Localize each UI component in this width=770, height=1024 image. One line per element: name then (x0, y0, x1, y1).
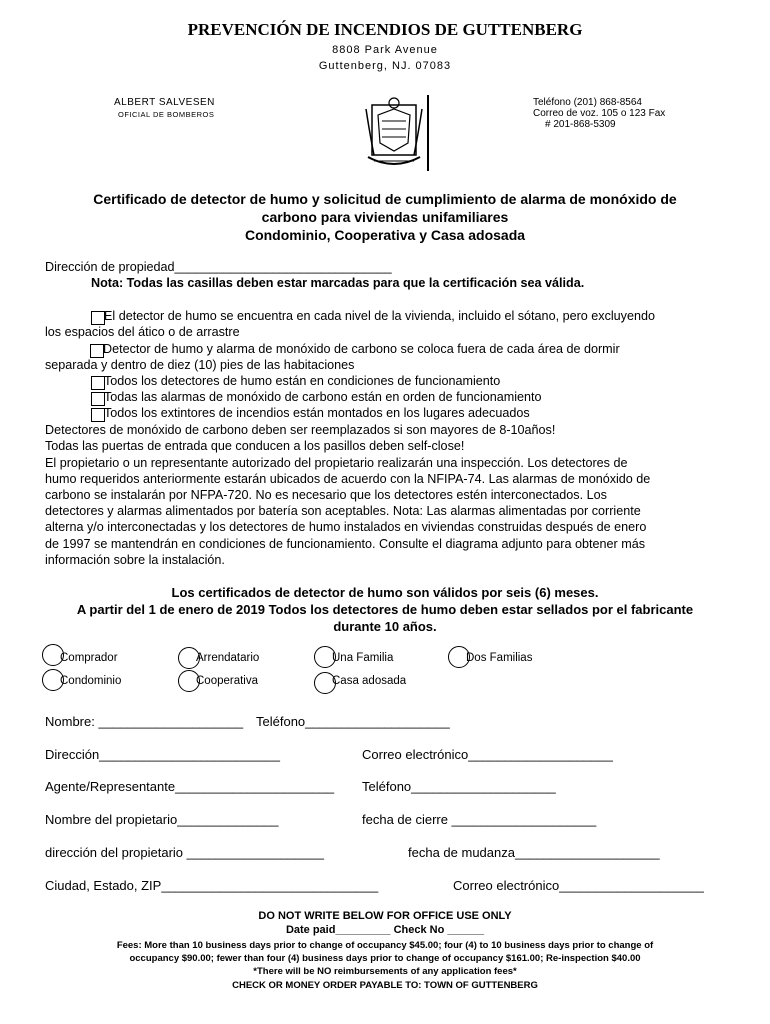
fecha-cierre-field[interactable]: fecha de cierre ____________________ (362, 812, 597, 827)
date-check-line[interactable]: Date paid_________ Check No ______ (285, 924, 485, 936)
paragraph-line-7: alterna y/o interconectadas y los detectores de humo instalados en viviendas construidas después de enero (45, 520, 647, 534)
option-casa-adosada: Casa adosada (332, 675, 407, 687)
checklist-item-4: Todas las alarmas de monóxido de carbono están en orden de funcionamiento (104, 390, 542, 404)
address-street: 8808 Park Avenue (332, 44, 438, 56)
agente-field[interactable]: Agente/Representante______________________ (45, 779, 335, 794)
correo-field[interactable]: Correo electrónico____________________ (362, 747, 613, 762)
direccion-propietario-field[interactable]: dirección del propietario ___________________ (45, 845, 325, 860)
correo-propietario-field[interactable]: Correo electrónico____________________ (453, 878, 704, 893)
fees-line-2: occupancy $90.00; fewer than four (4) business days prior to change of occupancy $161.00; Re-inspection $40.00 (129, 953, 641, 964)
payable-line: CHECK OR MONEY ORDER PAYABLE TO: TOWN OF GUTTENBERG (232, 980, 538, 991)
checkbox-smoke-working[interactable] (91, 376, 105, 390)
validity-line-3: durante 10 años. (333, 619, 437, 634)
direccion-field[interactable]: Dirección_________________________ (45, 747, 280, 762)
fees-line-1: Fees: More than 10 business days prior to change of occupancy $45.00; four (4) to 10 business days prior to change of (116, 940, 654, 951)
paragraph-line-9: información sobre la instalación. (45, 553, 225, 567)
checkbox-smoke-every-level[interactable] (91, 311, 105, 325)
checklist-item-3: Todos los detectores de humo están en condiciones de funcionamiento (104, 374, 501, 388)
checkbox-smoke-co-bedroom[interactable] (90, 344, 104, 358)
office-use-heading: DO NOT WRITE BELOW FOR OFFICE USE ONLY (258, 910, 512, 922)
paragraph-line-4: humo requeridos anteriormente estarán ubicados de acuerdo con la NFIPA-74. Las alarmas de monóxido de (45, 472, 651, 486)
page-title: PREVENCIÓN DE INCENDIOS DE GUTTENBERG (187, 20, 583, 39)
fax-text: # 201-868-5309 (545, 119, 616, 130)
option-cooperativa: Cooperativa (196, 675, 259, 687)
certificate-title-3: Condominio, Cooperativa y Casa adosada (244, 227, 526, 243)
certificate-title-2: carbono para viviendas unifamiliares (261, 209, 509, 225)
seal-icon (364, 95, 424, 171)
checklist-item-1a: El detector de humo se encuentra en cada nivel de la vivienda, incluido el sótano, pero excluyendo (104, 309, 655, 323)
agente-telefono-field[interactable]: Teléfono____________________ (362, 779, 556, 794)
validity-line-1: Los certificados de detector de humo son válidos por seis (6) meses. (171, 585, 599, 600)
telefono-field[interactable]: Teléfono____________________ (256, 714, 450, 729)
checklist-item-2a: Detector de humo y alarma de monóxido de carbono se coloca fuera de cada área de dormir (103, 342, 620, 356)
option-condominio: Condominio (60, 675, 122, 687)
option-una-familia: Una Familia (332, 652, 394, 664)
address-city: Guttenberg, NJ. 07083 (318, 60, 452, 72)
phone-text: Teléfono (201) 868-8564 (533, 97, 642, 108)
checkbox-extinguishers[interactable] (91, 408, 105, 422)
property-address-field[interactable]: Dirección de propiedad_______________________________ (45, 260, 392, 274)
certificate-title-1: Certificado de detector de humo y solicitud de cumplimiento de alarma de monóxido de (93, 191, 677, 207)
checklist-item-5: Todos los extintores de incendios están montados en los lugares adecuados (104, 406, 530, 420)
fecha-mudanza-field[interactable]: fecha de mudanza____________________ (408, 845, 660, 860)
paragraph-line-5: carbono se instalarán por NFPA-720. No es necesario que los detectores estén interconectados. Los (45, 488, 607, 502)
reimbursement-note: *There will be NO reimbursements of any application fees* (253, 966, 517, 977)
paragraph-line-8: de 1997 se mantendrán en condiciones de funcionamiento. Consulte el diagrama adjunto para obtener más (45, 537, 645, 551)
paragraph-line-6: detectores y alarmas alimentados por batería son aceptables. Nota: Las alarmas alimentadas por corriente (45, 504, 641, 518)
option-dos-familias: Dos Familias (466, 652, 533, 664)
nombre-field[interactable]: Nombre: ____________________ (45, 714, 244, 729)
voicemail-text: Correo de voz. 105 o 123 Fax (533, 108, 666, 119)
ciudad-field[interactable]: Ciudad, Estado, ZIP______________________________ (45, 878, 379, 893)
official-title: OFICIAL DE BOMBEROS (118, 110, 215, 119)
header-divider (427, 95, 429, 171)
official-name: ALBERT SALVESEN (114, 97, 215, 108)
paragraph-line-2: Todas las puertas de entrada que conducen a los pasillos deben self-close! (45, 439, 465, 453)
checkbox-co-working[interactable] (91, 392, 105, 406)
checklist-item-2b: separada y dentro de diez (10) pies de las habitaciones (45, 358, 355, 372)
note-text: Nota: Todas las casillas deben estar marcadas para que la certificación sea válida. (91, 276, 585, 290)
validity-line-2: A partir del 1 de enero de 2019 Todos los detectores de humo deben estar sellados por el fabricante (76, 602, 694, 617)
option-comprador: Comprador (60, 652, 118, 664)
paragraph-line-1: Detectores de monóxido de carbono deben ser reemplazados si son mayores de 8-10años! (45, 423, 556, 437)
option-arrendatario: Arrendatario (196, 652, 260, 664)
nombre-propietario-field[interactable]: Nombre del propietario______________ (45, 812, 279, 827)
checklist-item-1b: los espacios del ático o de arrastre (45, 325, 240, 339)
paragraph-line-3: El propietario o un representante autorizado del propietario realizarán una inspección. Los detectores de (45, 456, 628, 470)
